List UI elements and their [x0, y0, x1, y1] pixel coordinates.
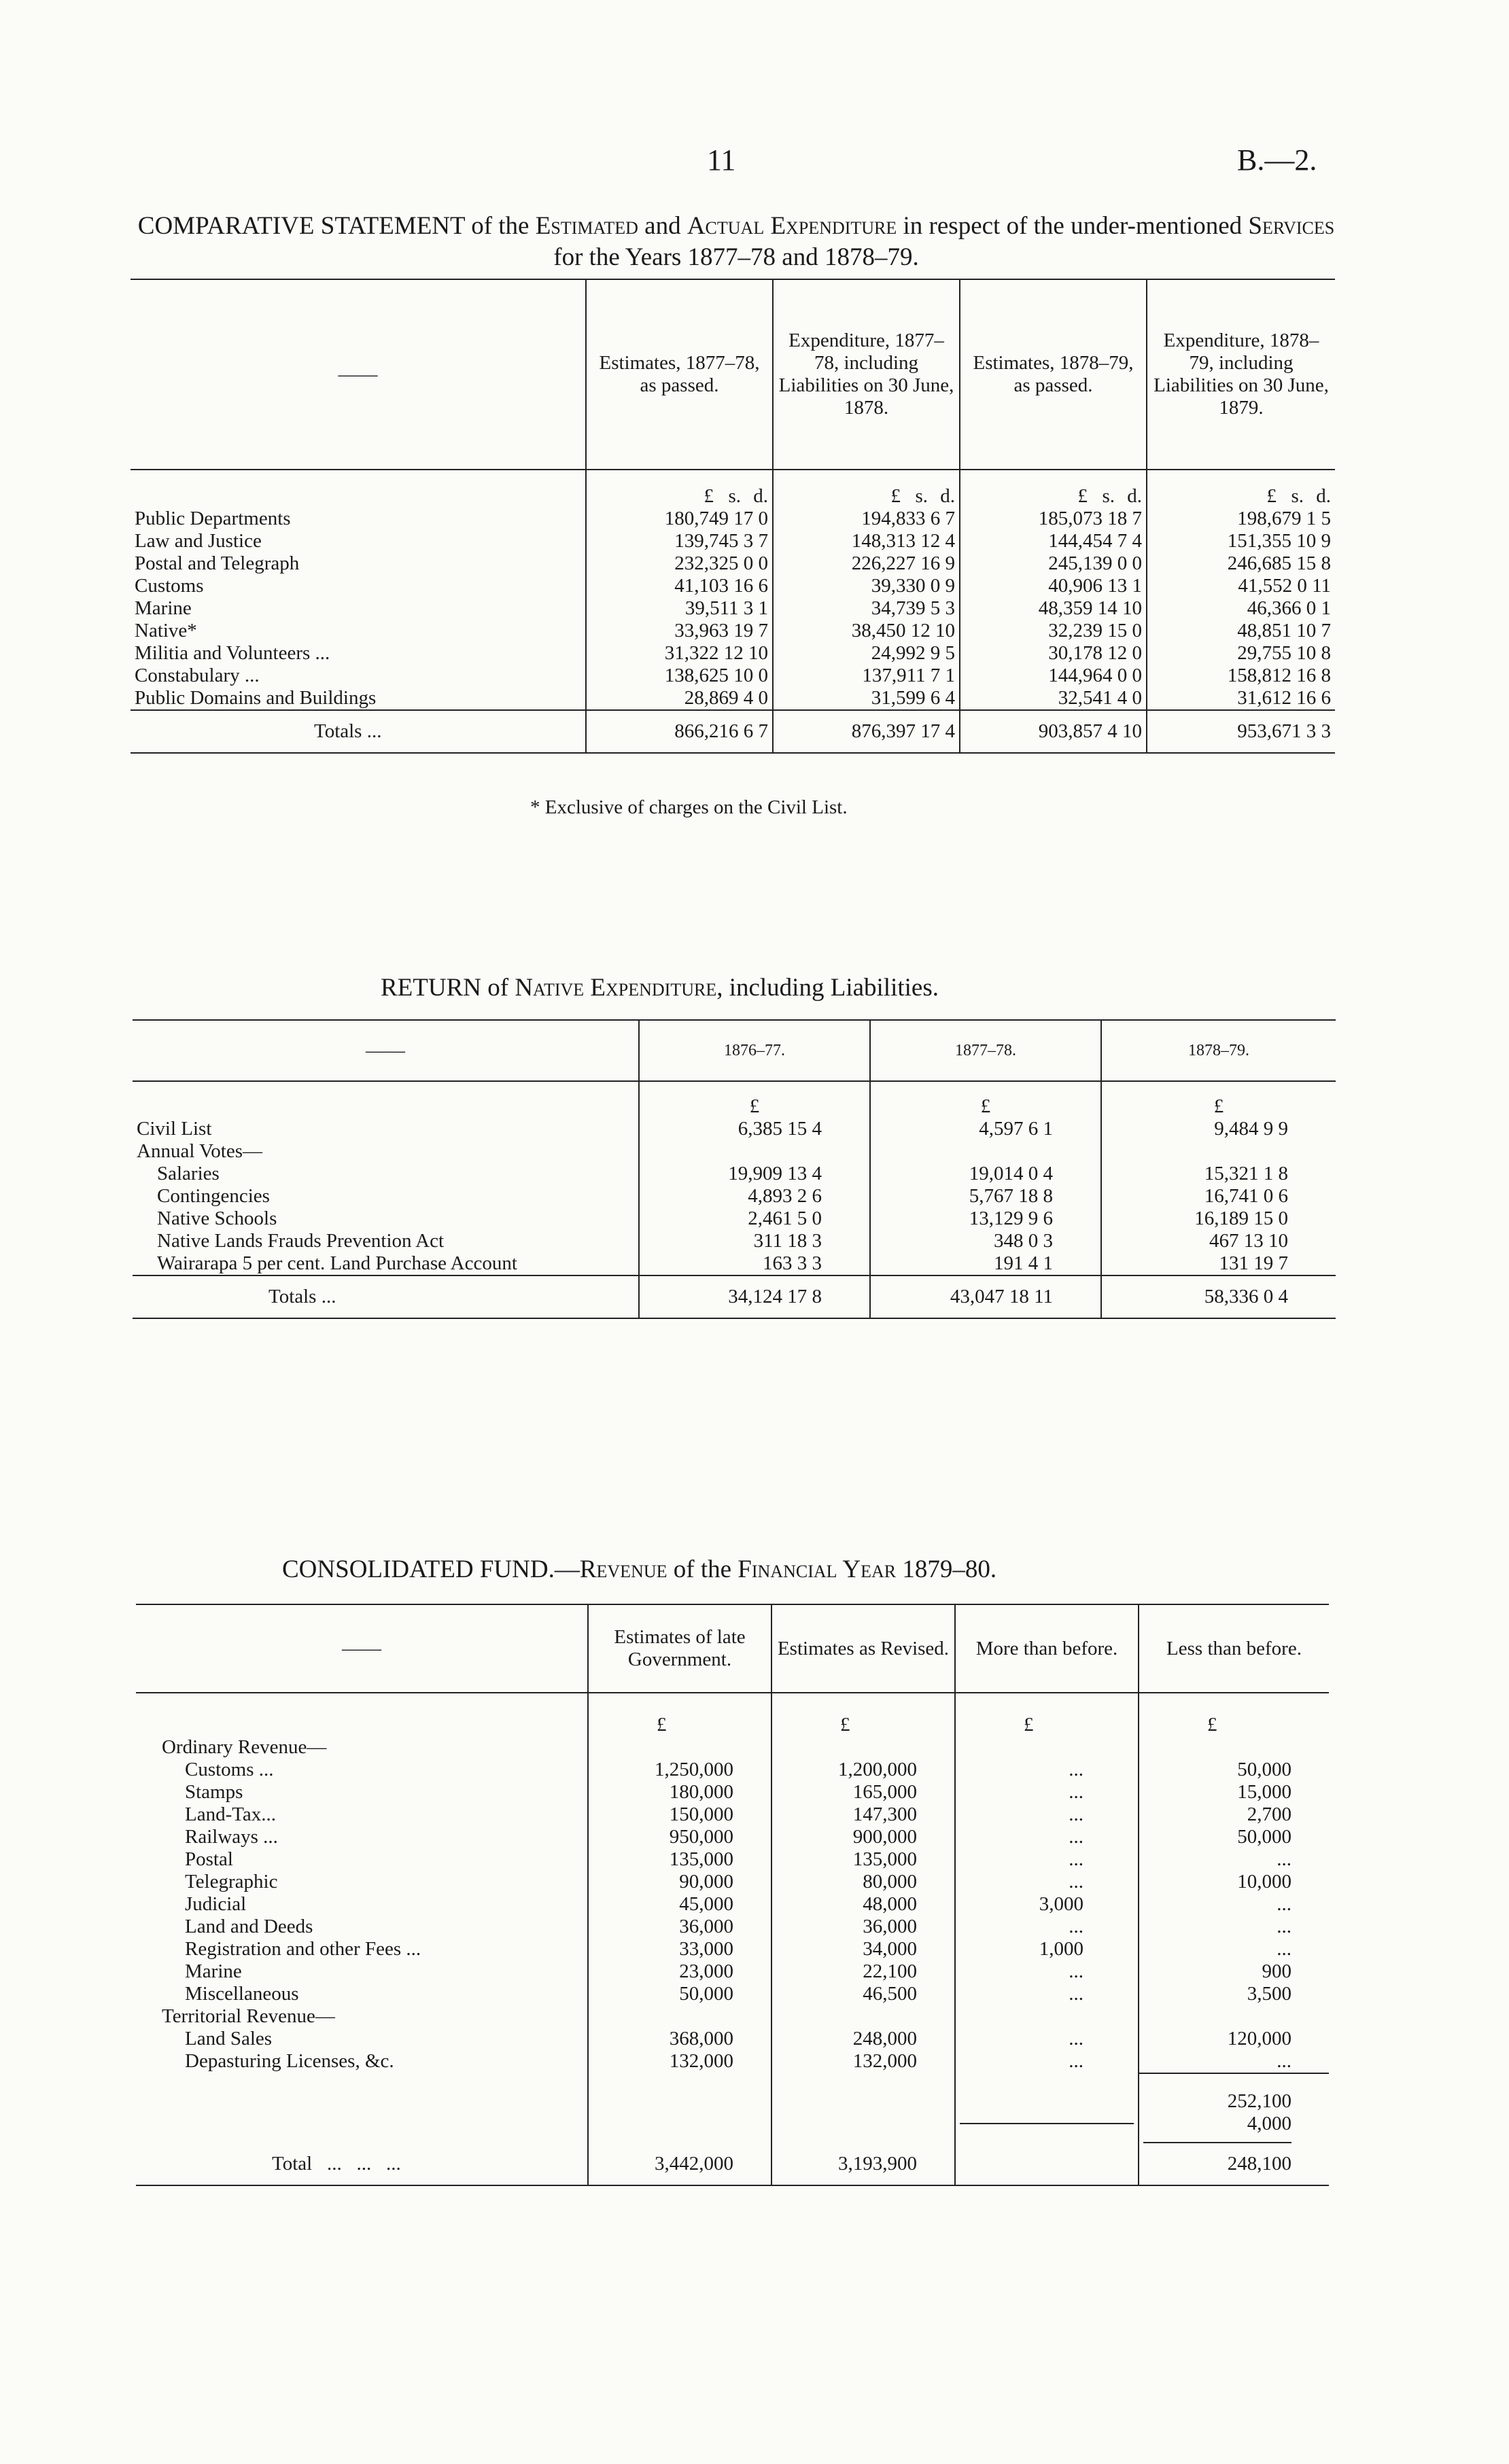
row-label: Constabulary ... — [131, 665, 586, 687]
amount-cell: 31,322 12 10 — [586, 642, 773, 665]
row-label: Judicial — [136, 1893, 588, 1916]
amount-cell: 39,330 0 9 — [773, 575, 960, 597]
header-more-than-before: More than before. — [955, 1604, 1139, 1693]
title-part: of — [481, 974, 515, 1002]
document-reference: B.—2. — [1237, 143, 1317, 177]
row-label: Land and Deeds — [136, 1916, 588, 1938]
table-row — [133, 1163, 1336, 1185]
unit-s: s. — [1102, 485, 1115, 507]
header-estimates-1878: Estimates, 1878–79, as passed. — [960, 279, 1147, 470]
row-label: Native Lands Frauds Prevention Act — [133, 1230, 639, 1252]
amount-cell: 24,992 9 5 — [773, 642, 960, 665]
header-dash: —— — [136, 1604, 588, 1693]
table-row — [136, 2050, 1329, 2073]
amount-cell: ... — [955, 1826, 1139, 1848]
page-number: 11 — [707, 143, 736, 177]
units-cell — [773, 470, 960, 508]
title-part: Financial Year — [738, 1555, 897, 1583]
row-label: Territorial Revenue— — [136, 2005, 588, 2028]
row-label: Ordinary Revenue— — [136, 1736, 588, 1759]
subtotal-less: 252,100 — [1227, 2090, 1291, 2112]
units-cell — [586, 470, 773, 508]
table-row — [131, 530, 1335, 552]
row-label: Native Schools — [133, 1208, 639, 1230]
title-part: 1879–80. — [896, 1555, 997, 1583]
leader-dots: ... ... ... — [312, 2153, 401, 2175]
row-label: Civil List — [133, 1118, 639, 1140]
amount-cell: 46,500 — [771, 1983, 955, 2005]
total-cell: 876,397 17 4 — [773, 710, 960, 753]
total-cell: 3,442,000 — [588, 2143, 771, 2185]
table-row — [133, 1185, 1336, 1208]
blank-cell — [131, 470, 586, 508]
row-label: Land-Tax... — [136, 1803, 588, 1826]
total-cell: 953,671 3 3 — [1147, 710, 1335, 753]
blank-cell — [588, 2073, 771, 2143]
totals-row — [136, 2143, 1329, 2185]
unit-l: £ — [1077, 485, 1088, 507]
amount-cell: 29,755 10 8 — [1237, 642, 1331, 664]
units-row — [133, 1081, 1336, 1118]
amount-cell: 48,851 10 7 — [1237, 620, 1331, 641]
table-row — [136, 1781, 1329, 1803]
amount-cell: 46,366 0 1 — [1247, 597, 1331, 619]
amount-cell: 165,000 — [771, 1781, 955, 1803]
amount-cell: 45,000 — [588, 1893, 771, 1916]
row-label: Postal — [136, 1848, 588, 1871]
amount-cell — [1139, 1736, 1329, 1759]
consolidated-fund-table — [136, 1604, 1329, 2186]
table-row — [136, 2028, 1329, 2050]
comparative-statement-title — [128, 211, 1345, 273]
amount-cell: 34,000 — [771, 1938, 955, 1960]
unit-d: d. — [940, 485, 955, 507]
amount-cell: 348 0 3 — [870, 1230, 1101, 1252]
table-row — [136, 1938, 1329, 1960]
table-row — [131, 575, 1335, 597]
amount-cell: 1,000 — [955, 1938, 1139, 1960]
amount-cell: 5,767 18 8 — [870, 1185, 1101, 1208]
amount-cell: 467 13 10 — [1209, 1230, 1288, 1252]
table-row — [136, 1983, 1329, 2005]
row-label: Contingencies — [133, 1185, 639, 1208]
amount-cell: 13,129 9 6 — [870, 1208, 1101, 1230]
amount-cell: 311 18 3 — [639, 1230, 870, 1252]
units-cell: £ — [955, 1693, 1139, 1736]
row-label: Depasturing Licenses, &c. — [136, 2050, 588, 2073]
units-cell: £ — [1213, 1095, 1224, 1117]
row-label: Registration and other Fees ... — [136, 1938, 588, 1960]
header-1878-79: 1878–79. — [1101, 1020, 1336, 1081]
amount-cell: 31,599 6 4 — [773, 687, 960, 710]
total-cell — [955, 2143, 1139, 2185]
amount-cell: 900,000 — [771, 1826, 955, 1848]
header-1877-78: 1877–78. — [870, 1020, 1101, 1081]
units-cell: £ — [588, 1693, 771, 1736]
total-cell: 248,100 — [1227, 2153, 1291, 2175]
amount-cell: ... — [955, 1871, 1139, 1893]
title-part: Revenue — [579, 1555, 667, 1583]
amount-cell: 15,000 — [1237, 1781, 1291, 1803]
row-label: Salaries — [133, 1163, 639, 1185]
header-1876-77: 1876–77. — [639, 1020, 870, 1081]
amount-cell: 131 19 7 — [1219, 1252, 1288, 1274]
comparative-statement-table — [131, 279, 1335, 754]
row-label: Law and Justice — [131, 530, 586, 552]
table-row — [133, 1208, 1336, 1230]
table-row — [136, 1826, 1329, 1848]
row-label: Marine — [131, 597, 586, 620]
row-label: Annual Votes— — [133, 1140, 639, 1163]
row-label: Militia and Volunteers ... — [131, 642, 586, 665]
table-row — [136, 1960, 1329, 1983]
amount-cell — [588, 1736, 771, 1759]
amount-cell: 132,000 — [771, 2050, 955, 2073]
row-label: Customs ... — [136, 1759, 588, 1781]
amount-cell: 144,964 0 0 — [960, 665, 1147, 687]
amount-cell: 900 — [1262, 1960, 1291, 1982]
blank-cell — [136, 2073, 588, 2143]
amount-cell: 246,685 15 8 — [1227, 552, 1331, 574]
amount-cell — [771, 1736, 955, 1759]
units-row — [136, 1693, 1329, 1736]
table-row — [131, 620, 1335, 642]
header-revised: Estimates as Revised. — [771, 1604, 955, 1693]
amount-cell: 33,000 — [588, 1938, 771, 1960]
amount-cell: 50,000 — [1237, 1826, 1291, 1848]
amount-cell: 185,073 18 7 — [960, 508, 1147, 530]
unit-d: d. — [1127, 485, 1142, 507]
amount-cell: 16,741 0 6 — [1204, 1185, 1288, 1207]
amount-cell: 148,313 12 4 — [773, 530, 960, 552]
amount-cell: 2,700 — [1247, 1803, 1291, 1825]
table-row — [131, 665, 1335, 687]
totals-label-text: Total — [272, 2153, 313, 2175]
row-label: Customs — [131, 575, 586, 597]
amount-cell — [588, 2005, 771, 2028]
amount-cell: 19,014 0 4 — [870, 1163, 1101, 1185]
table-row — [131, 597, 1335, 620]
amount-cell: 41,552 0 11 — [1238, 575, 1331, 597]
totals-label: Totals ... — [133, 1275, 639, 1318]
amount-cell: 30,178 12 0 — [960, 642, 1147, 665]
amount-cell: 1,200,000 — [771, 1759, 955, 1781]
amount-cell: 90,000 — [588, 1871, 771, 1893]
amount-cell: ... — [1277, 2050, 1291, 2072]
rule-line — [960, 2123, 1134, 2124]
amount-cell: ... — [955, 1759, 1139, 1781]
amount-cell: 139,745 3 7 — [586, 530, 773, 552]
amount-cell: 50,000 — [588, 1983, 771, 2005]
amount-cell: ... — [955, 1960, 1139, 1983]
unit-s: s. — [915, 485, 928, 507]
amount-cell: 191 4 1 — [870, 1252, 1101, 1275]
header-dash: —— — [133, 1020, 639, 1081]
unit-l: £ — [890, 485, 901, 507]
subtotal-more: 4,000 — [1143, 2113, 1291, 2143]
amount-cell — [870, 1140, 1101, 1163]
blank-cell — [955, 2073, 1139, 2143]
amount-cell: 138,625 10 0 — [586, 665, 773, 687]
amount-cell: 41,103 16 6 — [586, 575, 773, 597]
amount-cell: 32,541 4 0 — [960, 687, 1147, 710]
consolidated-fund-title — [282, 1555, 996, 1584]
table-row — [136, 1871, 1329, 1893]
units-cell: £ — [639, 1081, 870, 1118]
amount-cell: 198,679 1 5 — [1237, 508, 1331, 529]
table-row — [133, 1118, 1336, 1140]
unit-s: s. — [728, 485, 741, 507]
amount-cell — [955, 2005, 1139, 2028]
title-part: Actual Expenditure — [687, 212, 897, 240]
row-label: Native* — [131, 620, 586, 642]
title-part: CONSOLIDATED FUND.— — [282, 1555, 580, 1583]
subtotal-row — [136, 2073, 1329, 2143]
amount-cell: 120,000 — [1227, 2028, 1291, 2049]
totals-label: Totals ... — [131, 710, 586, 753]
amount-cell: 22,100 — [771, 1960, 955, 1983]
units-cell — [960, 470, 1147, 508]
row-label: Postal and Telegraph — [131, 552, 586, 575]
row-label: Telegraphic — [136, 1871, 588, 1893]
amount-cell: 39,511 3 1 — [586, 597, 773, 620]
amount-cell: 147,300 — [771, 1803, 955, 1826]
amount-cell: 950,000 — [588, 1826, 771, 1848]
title-part: Estimated — [535, 212, 638, 240]
amount-cell: 137,911 7 1 — [773, 665, 960, 687]
title-part: of the — [667, 1555, 738, 1583]
amount-cell: 4,597 6 1 — [870, 1118, 1101, 1140]
amount-cell: ... — [955, 1781, 1139, 1803]
amount-cell: 31,612 16 6 — [1237, 687, 1331, 709]
units-cell — [1147, 470, 1335, 508]
amount-cell: ... — [1277, 1893, 1291, 1915]
amount-cell: 1,250,000 — [588, 1759, 771, 1781]
amount-cell: ... — [955, 2050, 1139, 2073]
amount-cell: 10,000 — [1237, 1871, 1291, 1893]
amount-cell: 38,450 12 10 — [773, 620, 960, 642]
amount-cell: 36,000 — [588, 1916, 771, 1938]
units-row — [131, 470, 1335, 508]
row-label: Railways ... — [136, 1826, 588, 1848]
amount-cell: ... — [955, 1803, 1139, 1826]
native-expenditure-table — [133, 1019, 1336, 1319]
row-label: Miscellaneous — [136, 1983, 588, 2005]
amount-cell: 48,000 — [771, 1893, 955, 1916]
table-row — [136, 2005, 1329, 2028]
units-cell: £ — [870, 1081, 1101, 1118]
amount-cell: 368,000 — [588, 2028, 771, 2050]
blank-cell — [133, 1081, 639, 1118]
table-row — [133, 1252, 1336, 1275]
header-estimates-1877: Estimates, 1877–78, as passed. — [586, 279, 773, 470]
amount-cell: 180,000 — [588, 1781, 771, 1803]
amount-cell: 15,321 1 8 — [1204, 1163, 1288, 1184]
amount-cell: 158,812 16 8 — [1227, 665, 1331, 686]
amount-cell: 232,325 0 0 — [586, 552, 773, 575]
amount-cell — [1139, 2005, 1329, 2028]
row-label: Land Sales — [136, 2028, 588, 2050]
amount-cell: 194,833 6 7 — [773, 508, 960, 530]
table-row — [131, 508, 1335, 530]
amount-cell: ... — [955, 1983, 1139, 2005]
unit-s: s. — [1291, 485, 1304, 507]
amount-cell: 80,000 — [771, 1871, 955, 1893]
amount-cell: 50,000 — [1237, 1759, 1291, 1780]
amount-cell — [771, 2005, 955, 2028]
amount-cell: ... — [955, 1848, 1139, 1871]
amount-cell: 135,000 — [588, 1848, 771, 1871]
amount-cell: 19,909 13 4 — [639, 1163, 870, 1185]
subtotal-cell — [1139, 2073, 1329, 2143]
unit-d: d. — [753, 485, 768, 507]
total-cell: 34,124 17 8 — [639, 1275, 870, 1318]
title-part: for the Years 1877–78 and 1878–79. — [553, 243, 919, 271]
row-label: Public Departments — [131, 508, 586, 530]
amount-cell: 151,355 10 9 — [1227, 530, 1331, 552]
title-part: in respect of the under-mentioned — [897, 212, 1249, 240]
total-cell: 903,857 4 10 — [960, 710, 1147, 753]
amount-cell: 2,461 5 0 — [639, 1208, 870, 1230]
table-row — [133, 1230, 1336, 1252]
table-row — [136, 1893, 1329, 1916]
amount-cell — [955, 1736, 1139, 1759]
header-expenditure-1877: Expenditure, 1877–78, including Liabilities on 30 June, 1878. — [773, 279, 960, 470]
amount-cell: 16,189 15 0 — [1194, 1208, 1288, 1229]
title-part: RETURN — [381, 974, 481, 1002]
amount-cell: ... — [955, 1916, 1139, 1938]
table-row — [131, 552, 1335, 575]
table-row — [133, 1140, 1336, 1163]
table-row — [136, 1759, 1329, 1781]
amount-cell: 48,359 14 10 — [960, 597, 1147, 620]
amount-cell: 40,906 13 1 — [960, 575, 1147, 597]
total-cell: 3,193,900 — [771, 2143, 955, 2185]
header-less-than-before: Less than before. — [1139, 1604, 1329, 1693]
amount-cell: 3,500 — [1247, 1983, 1291, 2005]
unit-d: d. — [1316, 485, 1331, 507]
amount-cell: ... — [955, 2028, 1139, 2050]
native-expenditure-title — [381, 973, 939, 1002]
amount-cell — [639, 1140, 870, 1163]
units-cell: £ — [1207, 1714, 1217, 1736]
header-expenditure-1878: Expenditure, 1878–79, including Liabilities on 30 June, 1879. — [1147, 279, 1335, 470]
amount-cell: 245,139 0 0 — [960, 552, 1147, 575]
title-part: COMPARATIVE STATEMENT of the — [137, 212, 536, 240]
title-part: Native Expenditure — [515, 974, 717, 1002]
table-row — [136, 1803, 1329, 1826]
amount-cell: 248,000 — [771, 2028, 955, 2050]
amount-cell: 23,000 — [588, 1960, 771, 1983]
row-label: Public Domains and Buildings — [131, 687, 586, 710]
amount-cell: 32,239 15 0 — [960, 620, 1147, 642]
title-part: and — [638, 212, 687, 240]
totals-row — [133, 1275, 1336, 1318]
amount-cell: 34,739 5 3 — [773, 597, 960, 620]
amount-cell: 28,869 4 0 — [586, 687, 773, 710]
amount-cell: 3,000 — [955, 1893, 1139, 1916]
footnote: * Exclusive of charges on the Civil List. — [530, 796, 848, 818]
amount-cell: ... — [1277, 1938, 1291, 1960]
total-cell: 866,216 6 7 — [586, 710, 773, 753]
amount-cell: 33,963 19 7 — [586, 620, 773, 642]
row-label: Stamps — [136, 1781, 588, 1803]
unit-l: £ — [1266, 485, 1277, 507]
amount-cell: 36,000 — [771, 1916, 955, 1938]
title-part: , including Liabilities. — [716, 974, 939, 1002]
table-row — [131, 687, 1335, 710]
amount-cell: ... — [1277, 1916, 1291, 1937]
amount-cell: 180,749 17 0 — [586, 508, 773, 530]
total-cell: 43,047 18 11 — [870, 1275, 1101, 1318]
totals-label — [136, 2143, 588, 2185]
blank-cell — [771, 2073, 955, 2143]
row-label: Wairarapa 5 per cent. Land Purchase Account — [133, 1252, 639, 1275]
units-cell: £ — [771, 1693, 955, 1736]
amount-cell: 6,385 15 4 — [639, 1118, 870, 1140]
amount-cell: ... — [1277, 1848, 1291, 1870]
amount-cell: 150,000 — [588, 1803, 771, 1826]
total-cell: 58,336 0 4 — [1101, 1275, 1336, 1318]
amount-cell: 226,227 16 9 — [773, 552, 960, 575]
table-row — [136, 1916, 1329, 1938]
amount-cell: 135,000 — [771, 1848, 955, 1871]
totals-row — [131, 710, 1335, 753]
table-row — [136, 1736, 1329, 1759]
header-dash: —— — [131, 279, 586, 470]
row-label: Marine — [136, 1960, 588, 1983]
title-part: Services — [1248, 212, 1335, 240]
header-late-government: Estimates of late Government. — [588, 1604, 771, 1693]
amount-cell — [1101, 1140, 1336, 1163]
blank-cell — [136, 1693, 588, 1736]
amount-cell: 144,454 7 4 — [960, 530, 1147, 552]
amount-cell: 4,893 2 6 — [639, 1185, 870, 1208]
amount-cell: 163 3 3 — [639, 1252, 870, 1275]
unit-l: £ — [704, 485, 714, 507]
amount-cell: 132,000 — [588, 2050, 771, 2073]
table-row — [131, 642, 1335, 665]
table-row — [136, 1848, 1329, 1871]
amount-cell: 9,484 9 9 — [1214, 1118, 1288, 1140]
